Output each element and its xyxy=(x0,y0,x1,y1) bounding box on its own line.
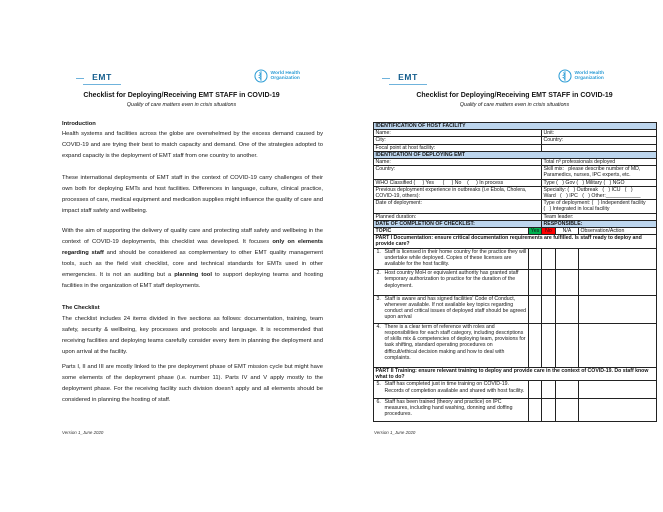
page-right xyxy=(372,66,657,496)
para3-bold-planning-tool: planning tool xyxy=(174,272,212,278)
no-cell xyxy=(542,248,556,270)
no-cell xyxy=(542,270,556,296)
yes-cell xyxy=(529,270,542,296)
item-number: 6. xyxy=(376,398,381,405)
observation-cell xyxy=(579,295,657,323)
observation-column-header: Observation/Action xyxy=(579,228,657,235)
emt-logo-text: EMT xyxy=(92,72,112,82)
checklist-item-row xyxy=(374,270,657,296)
field-type-of-deployment: Type of deployment: ( ) Independent facility ( ) Integrated in local facility xyxy=(542,200,657,213)
item-text: Staff is licensed in their home country for the practice they will undertake while deployed. Copies of these licenses are available for the host facility. xyxy=(384,248,527,268)
yes-cell xyxy=(529,381,542,398)
responsible-label: RESPONSIBLE: xyxy=(542,220,657,227)
checklist-heading: The Checklist xyxy=(62,305,100,311)
item-number: 1. xyxy=(376,248,381,255)
who-logo-line1: World Health xyxy=(270,70,300,76)
emt-row-who-classified xyxy=(374,179,657,186)
who-emblem-icon xyxy=(254,69,268,83)
field-name: Name: xyxy=(374,159,542,166)
who-logo xyxy=(558,69,604,83)
item-number: 3. xyxy=(376,295,381,302)
introduction-heading: Introduction xyxy=(62,121,96,127)
item-text: Host country MoH or equivalent authority has granted staff temporary authorization to practice for the duration of the deployment. xyxy=(384,270,519,289)
field-empty xyxy=(542,144,657,151)
yes-cell xyxy=(529,398,542,422)
who-logo-line1: World Health xyxy=(574,70,604,76)
observation-cell xyxy=(579,270,657,296)
item-number: 5. xyxy=(376,381,381,388)
checklist-paragraph-1: The checklist includes 24 items divided in five sections as follows: documentation, training, team safety, security & wellbeing, key processes and protocols and language. It is recommended that receiving facilities and deploying teams carefully consider every item in planning the deployment and upon arrival at the facility. xyxy=(62,316,323,355)
observation-cell xyxy=(579,381,657,398)
field-who-classified: WHO Classified ( ) Yes ( ) No ( ) In process xyxy=(374,179,542,186)
page-left xyxy=(30,66,333,496)
who-logo-text xyxy=(575,71,605,82)
yes-cell xyxy=(529,323,542,367)
observation-cell xyxy=(579,398,657,422)
na-cell xyxy=(556,248,579,270)
emt-row-previous-deployment xyxy=(374,186,657,199)
emt-row-name xyxy=(374,159,657,166)
item-text: Staff is aware and has signed facilities' Code of Conduct, whenever available. If not available key topics regarding conduct and critical issues of deployed staff should be agreed upon arrival xyxy=(384,295,526,321)
completion-date-label: DATE OF COMPLETION OF CHECKLIST: xyxy=(374,220,542,227)
field-country: Country: xyxy=(542,137,657,144)
para3-pre: With the aim of supporting the delivery of quality care and protecting staff safety and wellbeing in the context of COVID-19 deployments, this checklist was developed. It focuses xyxy=(62,228,323,245)
topic-column-header: TOPIC xyxy=(374,228,529,235)
field-team-leader: Team leader: xyxy=(542,213,657,220)
host-row-city xyxy=(374,137,657,144)
field-previous-deployment: Previous deployment experience in outbreaks (i.e Ebola, Cholera, COVID-19, others): xyxy=(374,186,542,199)
page-title: Checklist for Deploying/Receiving EMT STAFF in COVID-19 xyxy=(416,92,613,99)
observation-cell xyxy=(579,248,657,270)
yes-cell xyxy=(529,295,542,323)
na-cell xyxy=(556,295,579,323)
checklist-paragraph-2: Parts I, II and III are mostly linked to the pre deployment phase of EMT mission cycle but might have some elements of the deployment phase (i.e. number 11). Parts IV and V apply mostly to the deployment phase. For the receiving facility such division doesn't apply and all elements should be considered in planning the hosting of staff. xyxy=(62,364,323,403)
checklist-column-header-row xyxy=(374,228,657,235)
field-skill-mix: Skill mix: please describe number of MD, Paramedics, nurses, IPC experts, etc. xyxy=(542,166,657,179)
emt-logo-text: EMT xyxy=(398,72,418,82)
para3-mid: and should be considered as complementary to other EMT quality management tools, such as the field visit checklist, core and technical standards for EMTs used in other emergencies. It is not an auditing but a xyxy=(62,250,323,278)
page-subtitle: Quality of care matters even in crisis situations xyxy=(459,102,570,108)
item-text: Staff has been trained (theory and practice) on IPC measures, including hand washing, donning and doffing procedures. xyxy=(384,398,513,418)
na-cell xyxy=(556,270,579,296)
para3-post: to support deploying teams and hosting facilities in the organization of EMT staff deployments. xyxy=(62,272,323,289)
field-date-of-deployment: Date of deployment: xyxy=(374,200,542,213)
host-facility-section-header xyxy=(374,123,657,130)
field-planned-duration: Planned duration: xyxy=(374,213,542,220)
who-logo-line2: Organization xyxy=(270,76,300,81)
host-row-name xyxy=(374,130,657,137)
part2-header-row xyxy=(374,367,657,380)
checklist-item-row xyxy=(374,398,657,422)
who-emblem-icon xyxy=(558,69,572,83)
no-cell xyxy=(542,381,556,398)
na-cell xyxy=(556,381,579,398)
para3-bold-elements: only on elements regarding staff xyxy=(62,239,324,256)
intro-paragraph-1: Health systems and facilities across the globe are overwhelmed by the excess demand caused by COVID-19 and are trying their best to match capacity and demand. One of the strategies adopted to expand capacity is the deployment of EMT staff from one country to another. xyxy=(62,131,323,159)
yes-column-header: Yes xyxy=(529,228,542,235)
item-text: There is a clear term of reference with roles and responsibilities for each staff category, including descriptions of skills mix & competencies of deploying team, provisions for task shifting, standard operating procedures on difficult/ethical decision making and how to deal with complaints. xyxy=(384,323,526,361)
item-text: Staff has completed just in time training on COVID-19. Records of completion available and shared with host facility. xyxy=(384,381,525,394)
field-unit: Unit: xyxy=(542,130,657,137)
checklist-item-row xyxy=(374,248,657,270)
deploying-emt-section-header xyxy=(374,151,657,158)
observation-cell xyxy=(579,323,657,367)
field-specialty: Specialty: ( ) Outbreak ( ) ICU ( ) Ward ( ) IPC ( ) Other:____________ xyxy=(542,186,657,199)
intro-paragraph-3 xyxy=(62,226,323,292)
section-header-label: IDENTIFICATION OF HOST FACILITY xyxy=(374,123,657,130)
na-cell xyxy=(556,398,579,422)
identification-table xyxy=(373,122,657,422)
completion-row xyxy=(374,220,657,227)
intro-paragraph-2: These international deployments of EMT staff in the context of COVID-19 carry challenges of their own both for deploying EMTs and host facilities. Differences in language, culture, clinical practice, processes of care, medical equipment and medication supplies might influence the quality of care and impact staff safety and wellbeing. xyxy=(62,175,323,214)
part1-header-row xyxy=(374,235,657,248)
who-logo-text xyxy=(271,71,301,82)
emt-logo xyxy=(389,72,427,85)
item-number: 2. xyxy=(376,270,381,277)
no-column-header: No xyxy=(542,228,556,235)
no-cell xyxy=(542,323,556,367)
field-city: City: xyxy=(374,137,542,144)
checklist-item-row xyxy=(374,381,657,398)
na-cell xyxy=(556,323,579,367)
checklist-item-row xyxy=(374,323,657,367)
version-footer: Version 1_June 2020 xyxy=(62,430,104,435)
section-header-label: IDENTICATION OF DEPLOYING EMT xyxy=(374,151,657,158)
item-number: 4. xyxy=(376,323,381,330)
version-footer: Version 1_June 2020 xyxy=(374,430,416,435)
who-logo xyxy=(254,69,300,83)
who-logo-line2: Organization xyxy=(574,76,604,81)
host-row-focal-point xyxy=(374,144,657,151)
page-subtitle: Quality of care matters even in crisis situations xyxy=(126,102,237,108)
part2-header-label: PART II Training: ensure relevant training to deploy and provide care in the context of COVID-19. Do staff know what to do? xyxy=(374,367,657,380)
field-focal-point: Focal point at host facility: xyxy=(374,144,542,151)
field-country: Country: xyxy=(374,166,542,179)
emt-logo xyxy=(83,72,121,85)
yes-cell xyxy=(529,248,542,270)
no-cell xyxy=(542,398,556,422)
checklist-item-row xyxy=(374,295,657,323)
emt-row-country xyxy=(374,166,657,179)
field-type: Type ( ) Gov ( ) Military ( ) NGO xyxy=(542,179,657,186)
part1-header-label: PART I Documentation: ensure critical documentation requirements are fulfilled. Is staff ready to deploy and provide care? xyxy=(374,235,657,248)
emt-row-planned-duration xyxy=(374,213,657,220)
field-name: Name: xyxy=(374,130,542,137)
emt-row-date-of-deployment xyxy=(374,200,657,213)
field-total-professionals: Total nº professionals deployed xyxy=(542,159,657,166)
page-title: Checklist for Deploying/Receiving EMT STAFF in COVID-19 xyxy=(83,92,280,99)
na-column-header: N/A xyxy=(556,228,579,235)
no-cell xyxy=(542,295,556,323)
